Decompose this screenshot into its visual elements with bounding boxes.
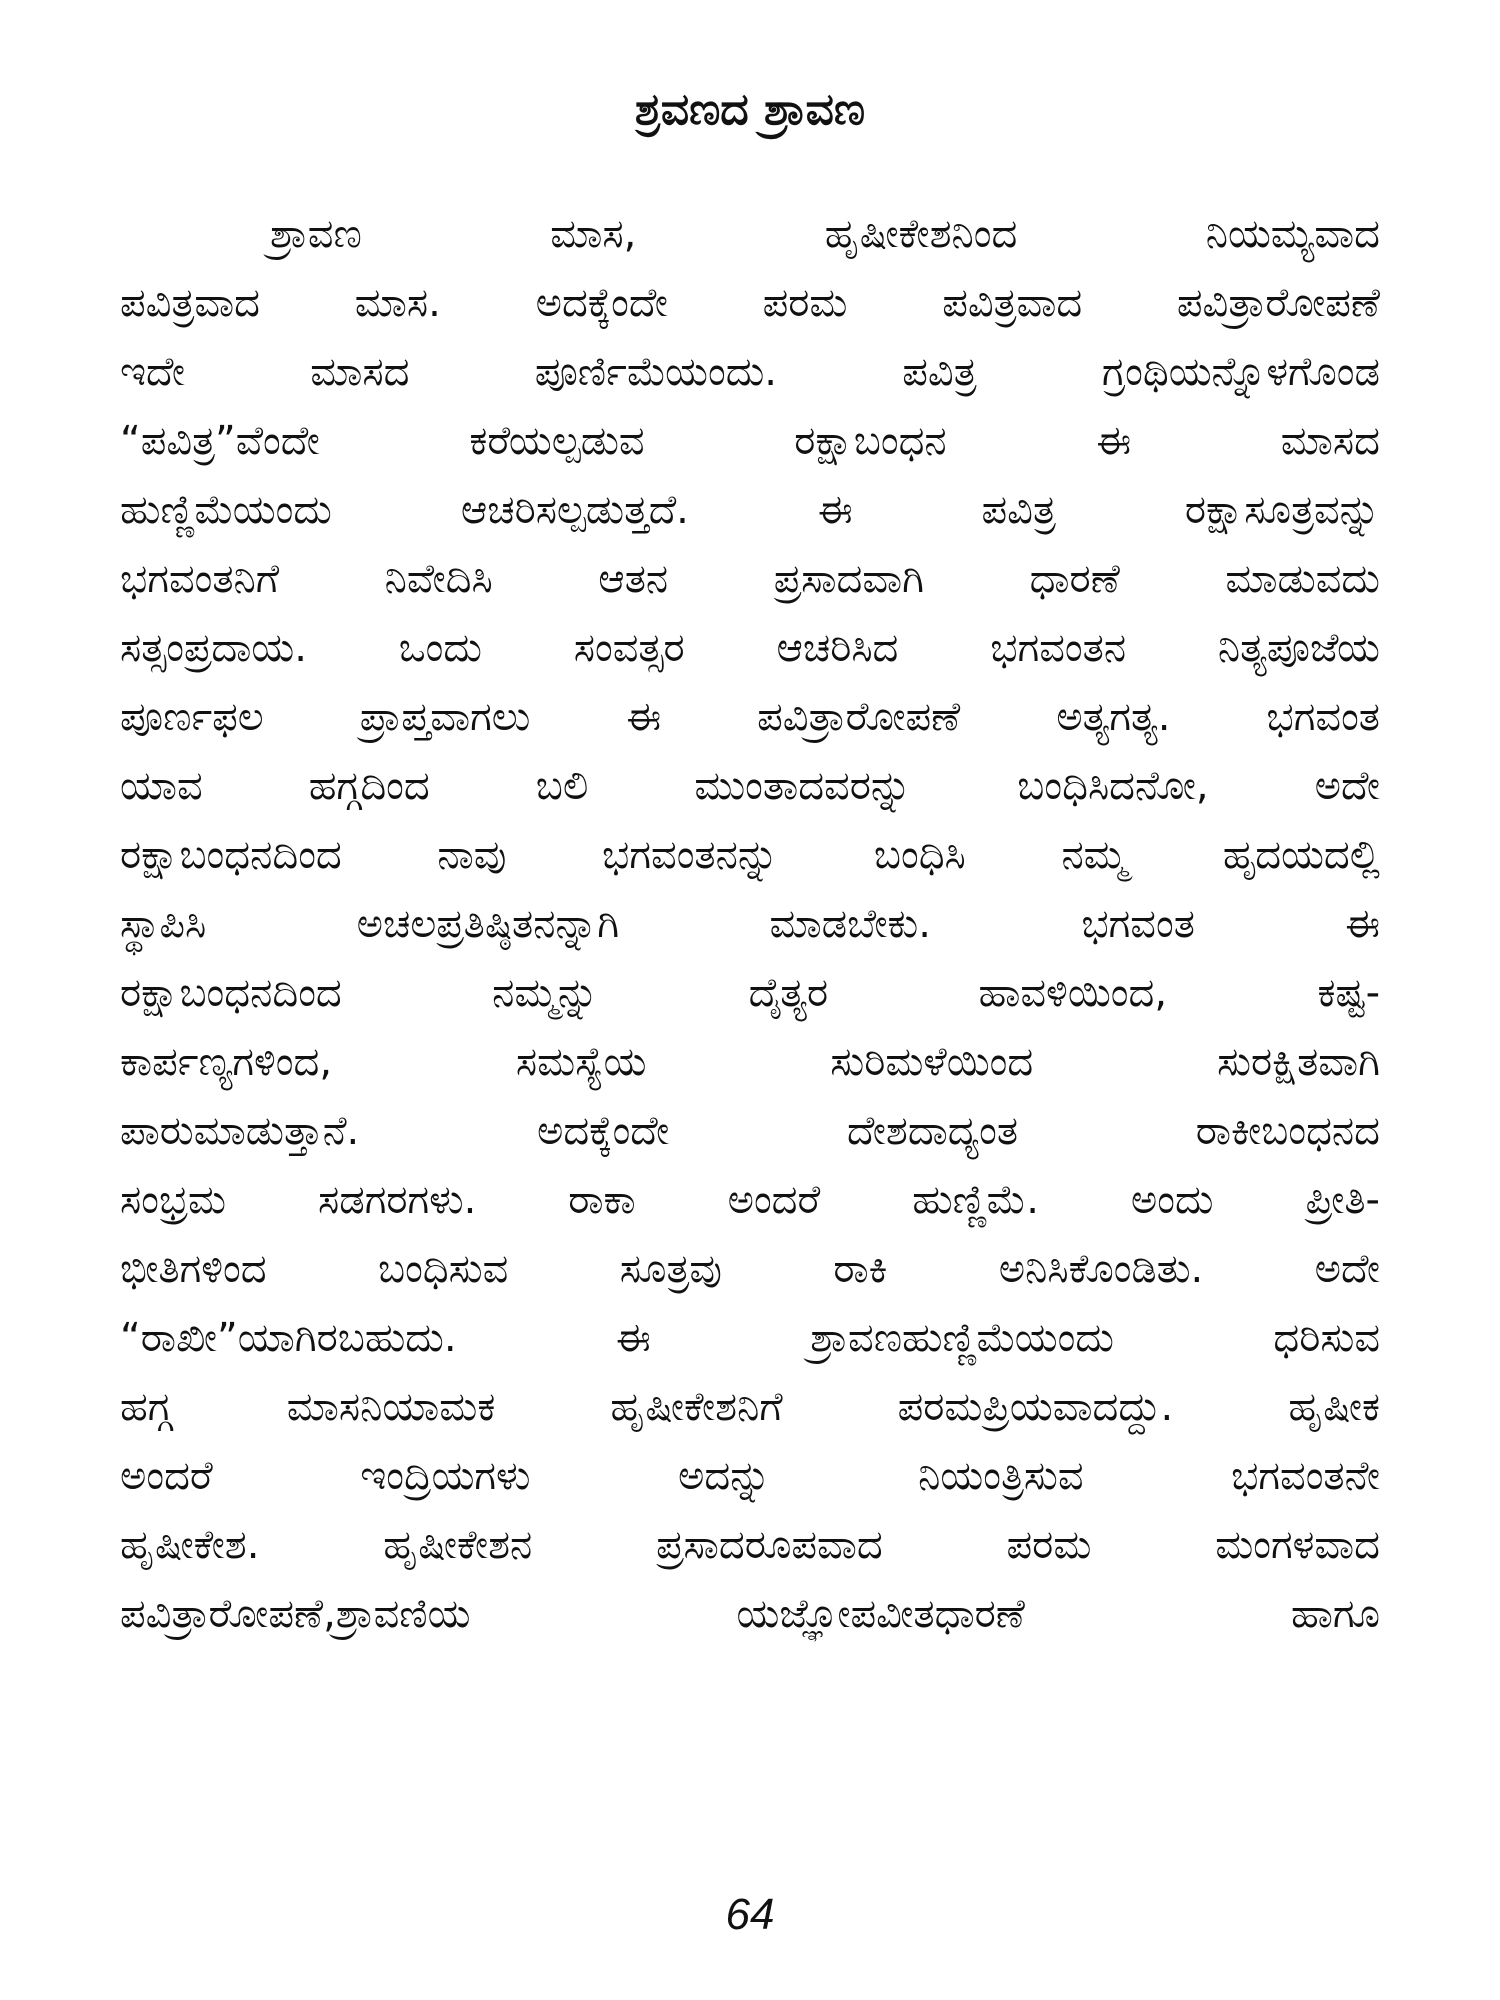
text-line: ರಕ್ಷಾಬಂಧನದಿಂದ ನಮ್ಮನ್ನು ದೈತ್ಯರ ಹಾವಳಿಯಿಂದ, ಕಷ್ಟ-: [120, 970, 1380, 1016]
text-line: ಭೀತಿಗಳಿಂದ ಬಂಧಿಸುವ ಸೂತ್ರವು ರಾಕಿ ಅನಿಸಿಕೊಂಡಿತು. ಅದೇ: [120, 1246, 1380, 1292]
body-text: [120, 200, 1380, 1649]
text-line: ಅಂದರೆ ಇಂದ್ರಿಯಗಳು ಅದನ್ನು ನಿಯಂತ್ರಿಸುವ ಭಗವಂತನೇ: [120, 1453, 1380, 1499]
text-line: ಹುಣ್ಣಿಮೆಯಂದು ಆಚರಿಸಲ್ಪಡುತ್ತದೆ. ಈ ಪವಿತ್ರ ರಕ್ಷಾಸೂತ್ರವನ್ನು: [120, 487, 1380, 533]
text-line: ಯಾವ ಹಗ್ಗದಿಂದ ಬಲಿ ಮುಂತಾದವರನ್ನು ಬಂಧಿಸಿದನೋ, ಅದೇ: [120, 763, 1380, 809]
text-line: ಶ್ರಾವಣ ಮಾಸ, ಹೃಷೀಕೇಶನಿಂದ ನಿಯಮ್ಯವಾದ: [270, 211, 1380, 257]
page-number: 64: [725, 1890, 775, 1939]
text-line: ಪಾರುಮಾಡುತ್ತಾನೆ. ಅದಕ್ಕೆಂದೇ ದೇಶದಾದ್ಯಂತ ರಾಕೀಬಂಧನದ: [120, 1108, 1380, 1154]
text-line: ಕಾರ್ಪಣ್ಯಗಳಿಂದ, ಸಮಸ್ಯೆಯ ಸುರಿಮಳೆಯಿಂದ ಸುರಕ್ಷಿತವಾಗಿ: [120, 1039, 1380, 1085]
text-line: ಪೂರ್ಣಫಲ ಪ್ರಾಪ್ತವಾಗಲು ಈ ಪವಿತ್ರಾರೋಪಣೆ ಅತ್ಯಗತ್ಯ. ಭಗವಂತ: [120, 694, 1380, 740]
text-line: ಸಂಭ್ರಮ ಸಡಗರಗಳು. ರಾಕಾ ಅಂದರೆ ಹುಣ್ಣಿಮೆ. ಅಂದು ಪ್ರೀತಿ-: [120, 1177, 1380, 1223]
text-line: ಸತ್ಸಂಪ್ರದಾಯ. ಒಂದು ಸಂವತ್ಸರ ಆಚರಿಸಿದ ಭಗವಂತನ ನಿತ್ಯಪೂಜೆಯ: [120, 625, 1380, 671]
text-line: ಪವಿತ್ರಾರೋಪಣೆ,ಶ್ರಾವಣಿಯ ಯಜ್ಞೋಪವೀತಧಾರಣೆ ಹಾಗೂ: [120, 1591, 1380, 1637]
text-line: ಪವಿತ್ರವಾದ ಮಾಸ. ಅದಕ್ಕೆಂದೇ ಪರಮ ಪವಿತ್ರವಾದ ಪವಿತ್ರಾರೋಪಣೆ: [120, 280, 1380, 326]
text-line: ಹೃಷೀಕೇಶ. ಹೃಷೀಕೇಶನ ಪ್ರಸಾದರೂಪವಾದ ಪರಮ ಮಂಗಳವಾದ: [120, 1522, 1380, 1568]
page-title: ಶ್ರವಣದ ಶ್ರಾವಣ: [634, 84, 866, 135]
text-line: “ರಾಖೀ”ಯಾಗಿರಬಹುದು. ಈ ಶ್ರಾವಣಹುಣ್ಣಿಮೆಯಂದು ಧರಿಸುವ: [120, 1315, 1380, 1361]
text-line: “ಪವಿತ್ರ”ವೆಂದೇ ಕರೆಯಲ್ಪಡುವ ರಕ್ಷಾಬಂಧನ ಈ ಮಾಸದ: [120, 418, 1380, 464]
text-line: ಸ್ಥಾಪಿಸಿ ಅಚಲಪ್ರತಿಷ್ಠಿತನನ್ನಾಗಿ ಮಾಡಬೇಕು. ಭಗವಂತ ಈ: [120, 901, 1380, 947]
text-line: ಇದೇ ಮಾಸದ ಪೂರ್ಣಿಮೆಯಂದು. ಪವಿತ್ರ ಗ್ರಂಥಿಯನ್ನೊಳಗೊಂಡ: [120, 349, 1380, 395]
text-line: ರಕ್ಷಾಬಂಧನದಿಂದ ನಾವು ಭಗವಂತನನ್ನು ಬಂಧಿಸಿ ನಮ್ಮ ಹೃದಯದಲ್ಲಿ: [120, 832, 1380, 878]
text-line: ಭಗವಂತನಿಗೆ ನಿವೇದಿಸಿ ಆತನ ಪ್ರಸಾದವಾಗಿ ಧಾರಣೆ ಮಾಡುವದು: [120, 556, 1380, 602]
text-line: ಹಗ್ಗ ಮಾಸನಿಯಾಮಕ ಹೃಷೀಕೇಶನಿಗೆ ಪರಮಪ್ರಿಯವಾದದ್ದು. ಹೃಷೀಕ: [120, 1384, 1380, 1430]
